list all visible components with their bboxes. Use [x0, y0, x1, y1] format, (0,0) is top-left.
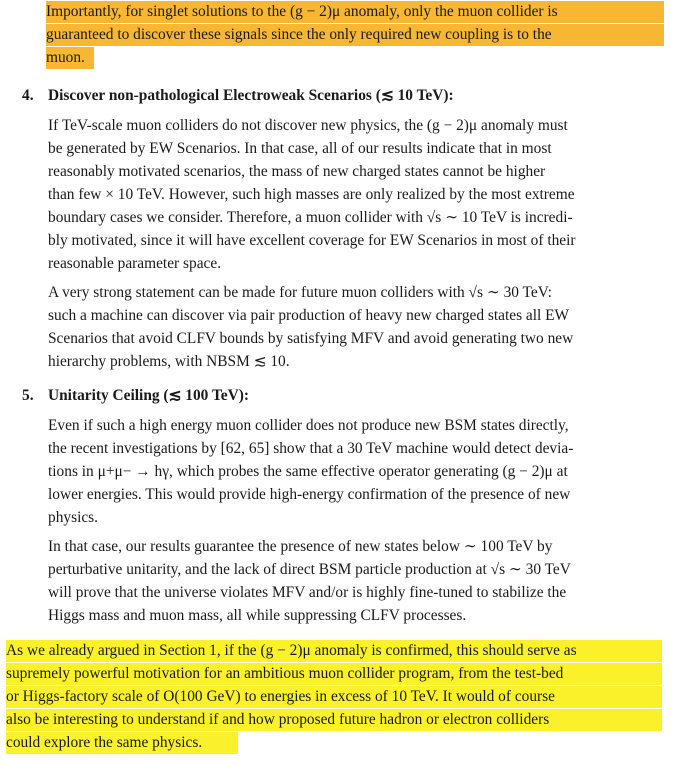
item-4-p1-line-3: reasonably motivated scenarios, the mass of new charged states cannot be higher	[48, 163, 546, 180]
intro-line-3: muon.	[46, 47, 94, 69]
item-5-heading: Unitarity Ceiling (≲ 100 TeV):	[48, 387, 249, 404]
item-5-p1-line-1: Even if such a high energy muon collider does not produce new BSM states directly,	[48, 417, 569, 434]
item-5-p2-line-3: will prove that the universe violates MFV and/or is highly fine-tuned to stabilize the	[48, 584, 567, 601]
item-4-p1-line-4: than few × 10 TeV. However, such high masses are only realized by the most extreme	[48, 186, 575, 203]
item-4-p2-line-3: Scenarios that avoid CLFV bounds by satisfying MFV and avoid generating two new	[48, 330, 574, 347]
item-4-p1-line-1: If TeV-scale muon colliders do not discover new physics, the (g − 2)μ anomaly must	[48, 117, 568, 134]
conclusion-line-5: could explore the same physics.	[6, 732, 238, 754]
item-4-p1-line-6: bly motivated, since it will have excellent coverage for EW Scenarios in most of their	[48, 232, 576, 249]
conclusion-line-4: also be interesting to understand if and how proposed future hadron or electron colliders	[6, 709, 662, 731]
item-5-p1-line-2: the recent investigations by [62, 65] show that a 30 TeV machine would detect devia-	[48, 440, 574, 457]
conclusion-line-3: or Higgs-factory scale of O(100 GeV) to energies in excess of 10 TeV. It would of course	[6, 686, 662, 708]
item-4-p2-line-2: such a machine can discover via pair production of heavy new charged states all EW	[48, 307, 570, 324]
item-4-p1-line-2: be generated by EW Scenarios. In that case, all of our results indicate that in most	[48, 140, 552, 157]
intro-line-2: guaranteed to discover these signals since the only required new coupling is to the	[46, 24, 664, 46]
item-5-p1-line-5: physics.	[48, 509, 99, 526]
item-5-number: 5.	[22, 387, 34, 404]
item-4-p1-line-7: reasonable parameter space.	[48, 255, 222, 272]
item-5-p2-line-2: perturbative unitarity, and the lack of direct BSM particle production at √s ∼ 30 TeV	[48, 561, 571, 578]
item-4-p1-line-5: boundary cases we consider. Therefore, a muon collider with √s ∼ 10 TeV is incredi-	[48, 209, 573, 226]
item-4-heading: Discover non-pathological Electroweak Scenarios (≲ 10 TeV):	[48, 87, 454, 104]
conclusion-line-1: As we already argued in Section 1, if the (g − 2)μ anomaly is confirmed, this should serve as	[6, 640, 662, 662]
conclusion-line-2: supremely powerful motivation for an ambitious muon collider program, from the test-bed	[6, 663, 662, 685]
intro-line-1: Importantly, for singlet solutions to the (g − 2)μ anomaly, only the muon collider is	[46, 1, 664, 23]
item-4-number: 4.	[22, 87, 34, 104]
item-4-p2-line-1: A very strong statement can be made for future muon colliders with √s ∼ 30 TeV:	[48, 284, 552, 301]
item-5-p2-line-1: In that case, our results guarantee the presence of new states below ∼ 100 TeV by	[48, 538, 553, 555]
item-5-p1-line-4: lower energies. This would provide high-energy confirmation of the presence of new	[48, 486, 571, 503]
item-5-p2-line-4: Higgs mass and muon mass, all while suppressing CLFV processes.	[48, 607, 467, 624]
item-5-p1-line-3: tions in μ+μ− → hγ, which probes the same effective operator generating (g − 2)μ at	[48, 463, 568, 480]
item-4-p2-line-4: hierarchy problems, with NBSM ≲ 10.	[48, 353, 290, 370]
